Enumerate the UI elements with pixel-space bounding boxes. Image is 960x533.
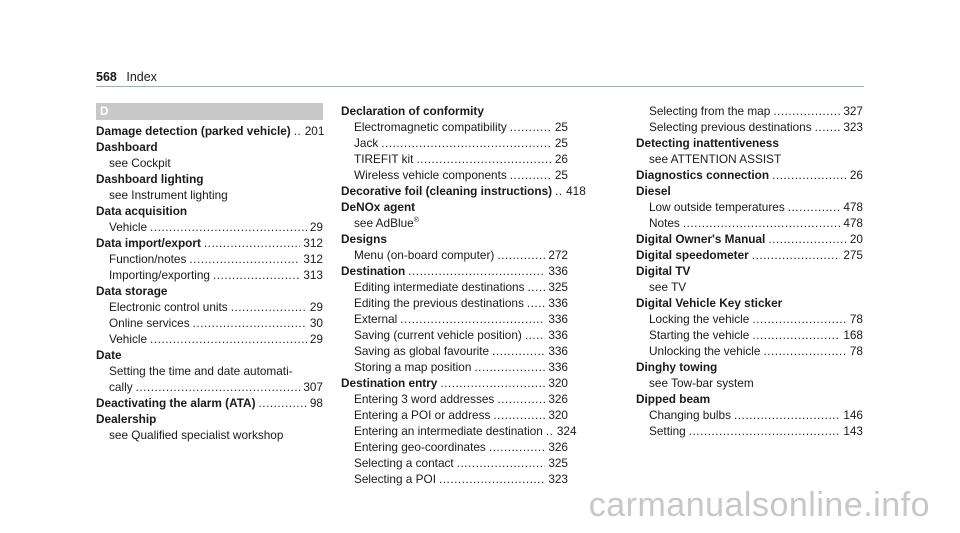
index-subentry[interactable]: Locking the vehicle ..... 78 (636, 311, 863, 327)
index-subentry[interactable]: Selecting previous destinations ..... 323 (636, 119, 863, 135)
index-entry: Declaration of conformity (341, 104, 484, 118)
see-reference[interactable]: see Cockpit (109, 156, 171, 170)
registered-mark: ® (413, 217, 419, 225)
index-subentry[interactable]: Selecting a POI ..... 323 (341, 471, 568, 487)
index-entry[interactable]: Digital Owner's Manual ..... 20 (636, 231, 863, 247)
index-subentry[interactable]: Jack ..... 25 (341, 135, 568, 151)
index-subentry[interactable]: External ..... 336 (341, 311, 568, 327)
index-entry[interactable]: Digital speedometer ..... 275 (636, 247, 863, 263)
watermark: carmanualsonline.info (588, 486, 930, 524)
see-reference[interactable]: see Qualified specialist workshop (109, 428, 284, 442)
index-entry: Date (96, 348, 122, 362)
page-number: 568 (96, 70, 117, 84)
index-subentry[interactable]: cally ..... 307 (96, 379, 323, 395)
index-entry: Dealership (96, 412, 157, 426)
index-subentry[interactable]: Online services ..... 30 (96, 315, 323, 331)
index-entry: Diesel (636, 184, 671, 198)
index-entry: Dashboard (96, 140, 158, 154)
index-subentry[interactable]: Saving as global favourite ..... 336 (341, 343, 568, 359)
index-subentry[interactable]: Unlocking the vehicle ..... 78 (636, 343, 863, 359)
index-subentry[interactable]: Changing bulbs ..... 146 (636, 407, 863, 423)
index-entry: Detecting inattentiveness (636, 136, 779, 150)
index-entry: Data acquisition (96, 204, 188, 218)
index-subentry[interactable]: Selecting from the map ..... 327 (636, 103, 863, 119)
index-entry[interactable]: Destination ..... 336 (341, 263, 568, 279)
index-subentry[interactable]: Function/notes ..... 312 (96, 251, 323, 267)
index-subentry[interactable]: Importing/exporting ..... 313 (96, 267, 323, 283)
index-entry: Data storage (96, 284, 168, 298)
see-reference[interactable]: see TV (649, 280, 687, 294)
index-entry[interactable]: Deactivating the alarm (ATA) ..... 98 (96, 395, 323, 411)
see-reference[interactable]: see ATTENTION ASSIST (649, 152, 782, 166)
index-entry[interactable]: Destination entry ..... 320 (341, 375, 568, 391)
index-subentry[interactable]: Wireless vehicle components ..... 25 (341, 167, 568, 183)
section-title: Index (126, 70, 157, 84)
index-subentry[interactable]: Vehicle ..... 29 (96, 331, 323, 347)
index-subentry[interactable]: Saving (current vehicle position) ..... 336 (341, 327, 568, 343)
index-entry: Dashboard lighting (96, 172, 204, 186)
index-subentry[interactable]: Notes ..... 478 (636, 215, 863, 231)
index-entry: Digital TV (636, 264, 691, 278)
index-subentry[interactable]: Menu (on-board computer) ..... 272 (341, 247, 568, 263)
index-column-2 (341, 103, 586, 487)
index-subentry[interactable]: Vehicle ..... 29 (96, 219, 323, 235)
index-subentry[interactable]: Low outside temperatures ..... 478 (636, 199, 863, 215)
see-reference[interactable]: see Instrument lighting (109, 188, 228, 202)
see-reference[interactable]: see Tow-bar system (649, 376, 754, 390)
index-subentry[interactable]: Editing the previous destinations ..... 336 (341, 295, 568, 311)
index-subentry[interactable]: Editing intermediate destinations ..... 325 (341, 279, 568, 295)
index-subentry[interactable]: Entering a POI or address ..... 320 (341, 407, 568, 423)
index-entry: Designs (341, 232, 387, 246)
index-subentry[interactable]: Storing a map position ..... 336 (341, 359, 568, 375)
index-subentry[interactable]: Entering 3 word addresses ..... 326 (341, 391, 568, 407)
page-header (96, 70, 157, 84)
index-entry: Dipped beam (636, 392, 711, 406)
index-entry: Digital Vehicle Key sticker (636, 296, 783, 310)
index-subentry-line: Setting the time and date automati- (109, 364, 293, 378)
index-column-3 (636, 103, 863, 439)
index-subentry[interactable]: Starting the vehicle ..... 168 (636, 327, 863, 343)
index-subentry[interactable]: TIREFIT kit ..... 26 (341, 151, 568, 167)
page-footer (0, 486, 960, 533)
index-entry[interactable]: Decorative foil (cleaning instructions) ..... 418 (341, 183, 568, 199)
header-divider (96, 86, 864, 87)
index-subentry[interactable]: Electromagnetic compatibility ..... 25 (341, 119, 568, 135)
index-subentry[interactable]: Selecting a contact ..... 325 (341, 455, 568, 471)
index-subentry[interactable]: Entering geo-coordinates ..... 326 (341, 439, 568, 455)
index-entry[interactable]: Data import/export ..... 312 (96, 235, 323, 251)
see-reference[interactable]: see AdBlue® (354, 216, 419, 230)
index-entry: Dinghy towing (636, 360, 718, 374)
letter-heading: D (96, 103, 323, 120)
index-subentry[interactable]: Entering an intermediate destination ..... 324 (341, 423, 568, 439)
index-entry: DeNOx agent (341, 200, 416, 214)
index-entry[interactable]: Diagnostics connection ..... 26 (636, 167, 863, 183)
index-subentry[interactable]: Electronic control units ..... 29 (96, 299, 323, 315)
index-column-1 (96, 103, 323, 443)
index-subentry[interactable]: Setting ..... 143 (636, 423, 863, 439)
index-entry[interactable]: Damage detection (parked vehicle) ..... 201 (96, 123, 323, 139)
